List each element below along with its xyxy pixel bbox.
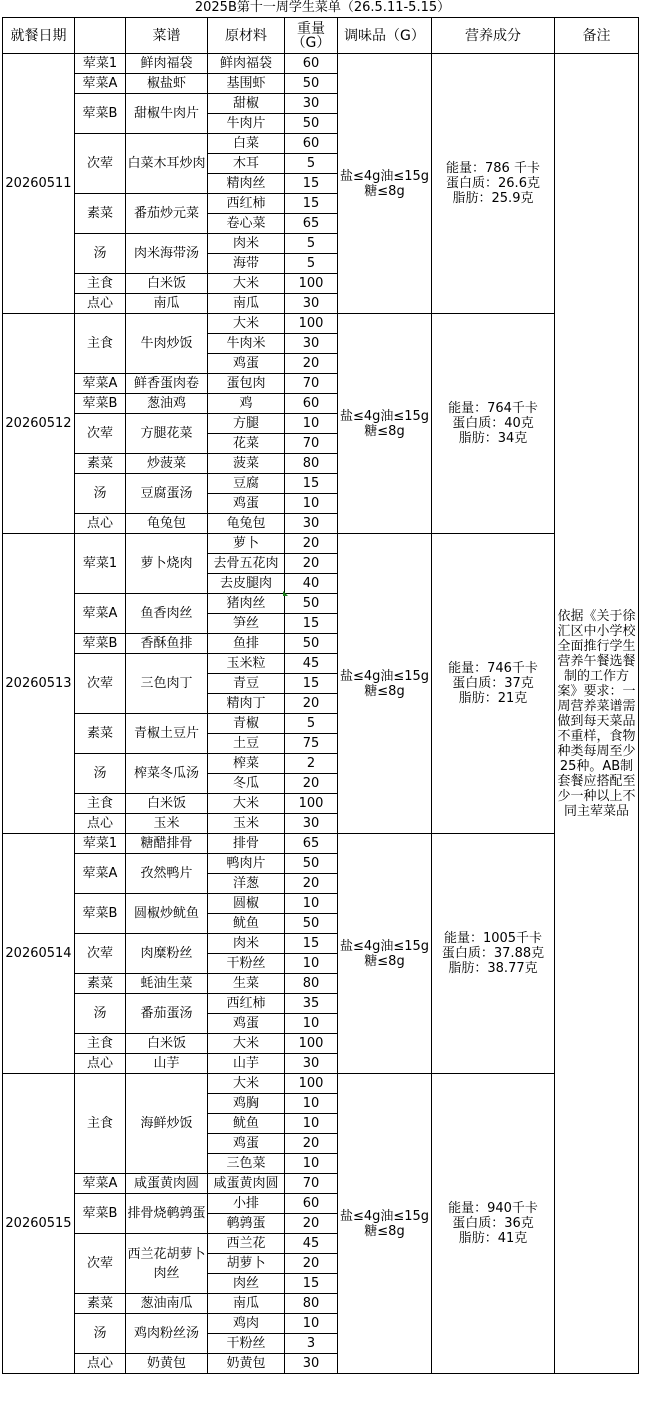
weight: 20 <box>285 874 338 894</box>
meal-category: 点心 <box>75 294 126 314</box>
nutrition-line: 脂肪：25.9克 <box>452 191 534 206</box>
dish-name: 玉米 <box>126 814 208 834</box>
meal-category: 点心 <box>75 814 126 834</box>
ingredient: 榨菜 <box>208 754 285 774</box>
weight: 2 <box>285 754 338 774</box>
nutrition-line: 能量：1005千卡 <box>443 931 543 946</box>
table-row <box>3 314 639 334</box>
header-weight: 重量（G） <box>285 18 338 54</box>
meal-category: 汤 <box>75 474 126 514</box>
weight: 15 <box>285 194 338 214</box>
menu-title: 2025B第十一周学生菜单（26.5.11-5.15） <box>194 0 451 15</box>
ingredient: 南瓜 <box>208 1294 285 1314</box>
dish-name: 萝卜烧肉 <box>126 534 208 594</box>
table-row <box>3 834 639 854</box>
weight: 70 <box>285 434 338 454</box>
ingredient: 牛肉米 <box>208 334 285 354</box>
weight: 15 <box>285 934 338 954</box>
meal-category: 荤菜A <box>75 594 126 634</box>
menu-body <box>3 54 639 1374</box>
weight: 100 <box>285 1074 338 1094</box>
weight: 30 <box>285 1354 338 1374</box>
weight: 15 <box>285 1274 338 1294</box>
dish-name: 炒菠菜 <box>126 454 208 474</box>
meal-category: 荤菜B <box>75 1194 126 1234</box>
weight: 100 <box>285 794 338 814</box>
weight: 5 <box>285 714 338 734</box>
ingredient: 基围虾 <box>208 74 285 94</box>
meal-category: 次荤 <box>75 1234 126 1294</box>
day-date: 20260511 <box>3 54 75 314</box>
ingredient: 去骨五花肉 <box>208 554 285 574</box>
ingredient: 海带 <box>208 254 285 274</box>
dish-name: 西兰花胡萝卜肉丝 <box>126 1234 208 1294</box>
dish-name: 白菜木耳炒肉 <box>126 134 208 194</box>
weight: 10 <box>285 1114 338 1134</box>
day-date: 20260514 <box>3 834 75 1074</box>
ingredient: 豆腐 <box>208 474 285 494</box>
weight: 100 <box>285 274 338 294</box>
day-date: 20260512 <box>3 314 75 534</box>
ingredient: 奶黄包 <box>208 1354 285 1374</box>
remarks-note: 依据《关于徐汇区中小学校全面推行学生营养午餐选餐制的工作方案》要求：一周营养菜谱需做到每天菜品不重样，食物种类每周至少25种。AB制套餐应搭配至少一种以上不同主荤菜品 <box>555 54 639 1374</box>
dish-name: 牛肉炒饭 <box>126 314 208 374</box>
dish-name: 葱油南瓜 <box>126 1294 208 1314</box>
dish-name: 糖醋排骨 <box>126 834 208 854</box>
weight: 100 <box>285 314 338 334</box>
weight: 5 <box>285 254 338 274</box>
dish-name: 鸡肉粉丝汤 <box>126 1314 208 1354</box>
ingredient: 花菜 <box>208 434 285 454</box>
weight: 20 <box>285 1254 338 1274</box>
ingredient: 牛肉片 <box>208 114 285 134</box>
dish-name: 白米饭 <box>126 1034 208 1054</box>
ingredient: 西红柿 <box>208 994 285 1014</box>
ingredient: 排骨 <box>208 834 285 854</box>
ingredient: 圆椒 <box>208 894 285 914</box>
ingredient: 猪肉丝 <box>208 594 285 614</box>
meal-category: 素菜 <box>75 974 126 994</box>
weight: 10 <box>285 1094 338 1114</box>
weight: 15 <box>285 614 338 634</box>
header-row <box>3 18 639 54</box>
meal-category: 荤菜A <box>75 1174 126 1194</box>
meal-category: 汤 <box>75 234 126 274</box>
ingredient: 大米 <box>208 794 285 814</box>
dish-name: 青椒土豆片 <box>126 714 208 754</box>
ingredient: 山芋 <box>208 1054 285 1074</box>
seasoning-limits: 盐≤4g油≤15g糖≤8g <box>338 1074 432 1374</box>
weight: 35 <box>285 994 338 1014</box>
meal-category: 素菜 <box>75 454 126 474</box>
weight: 45 <box>285 1234 338 1254</box>
table-row <box>3 534 639 554</box>
nutrition-line: 蛋白质：26.6克 <box>446 176 540 191</box>
ingredient: 小排 <box>208 1194 285 1214</box>
meal-category: 点心 <box>75 1054 126 1074</box>
ingredient: 鱿鱼 <box>208 1114 285 1134</box>
meal-category: 荤菜B <box>75 894 126 934</box>
dish-name: 鲜肉福袋 <box>126 54 208 74</box>
ingredient: 萝卜 <box>208 534 285 554</box>
weight: 20 <box>285 774 338 794</box>
dish-name: 葱油鸡 <box>126 394 208 414</box>
weight: 15 <box>285 174 338 194</box>
meal-category: 次荤 <box>75 134 126 194</box>
ingredient: 鸡蛋 <box>208 1014 285 1034</box>
nutrition-info <box>432 314 555 534</box>
meal-category: 点心 <box>75 1354 126 1374</box>
weight: 10 <box>285 1314 338 1334</box>
weight: 10 <box>285 414 338 434</box>
nutrition-line: 脂肪：34克 <box>458 431 528 446</box>
ingredient: 生菜 <box>208 974 285 994</box>
dish-name: 甜椒牛肉片 <box>126 94 208 134</box>
ingredient: 肉米 <box>208 934 285 954</box>
weight: 65 <box>285 214 338 234</box>
meal-category: 荤菜A <box>75 74 126 94</box>
seasoning-limits: 盐≤4g油≤15g糖≤8g <box>338 834 432 1074</box>
ingredient: 鱼排 <box>208 634 285 654</box>
ingredient: 精肉丁 <box>208 694 285 714</box>
ingredient: 卷心菜 <box>208 214 285 234</box>
nutrition-info <box>432 1074 555 1374</box>
ingredient: 大米 <box>208 314 285 334</box>
ingredient: 蛋包肉 <box>208 374 285 394</box>
weight: 60 <box>285 134 338 154</box>
cell-fill-handle-mark <box>283 591 288 596</box>
nutrition-line: 蛋白质：37.88克 <box>441 946 545 961</box>
weight: 70 <box>285 374 338 394</box>
nutrition-line: 脂肪：38.77克 <box>448 961 538 976</box>
weight: 60 <box>285 394 338 414</box>
nutrition-line: 脂肪：41克 <box>458 1231 528 1246</box>
meal-category: 素菜 <box>75 194 126 234</box>
ingredient: 西兰花 <box>208 1234 285 1254</box>
weight: 10 <box>285 894 338 914</box>
dish-name: 圆椒炒鱿鱼 <box>126 894 208 934</box>
header-dish: 菜谱 <box>126 18 208 54</box>
seasoning-limits: 盐≤4g油≤15g糖≤8g <box>338 534 432 834</box>
meal-category: 主食 <box>75 314 126 374</box>
day-date: 20260513 <box>3 534 75 834</box>
dish-name: 肉糜粉丝 <box>126 934 208 974</box>
nutrition-info <box>432 54 555 314</box>
nutrition-line: 蛋白质：36克 <box>452 1216 534 1231</box>
meal-category: 素菜 <box>75 714 126 754</box>
weight: 80 <box>285 974 338 994</box>
weight: 20 <box>285 694 338 714</box>
weight: 30 <box>285 294 338 314</box>
nutrition-line: 能量：764千卡 <box>448 401 538 416</box>
meal-category: 荤菜1 <box>75 534 126 594</box>
dish-name: 鱼香肉丝 <box>126 594 208 634</box>
dish-name: 鲜香蛋肉卷 <box>126 374 208 394</box>
table-row <box>3 54 639 74</box>
dish-name: 排骨烧鹌鹑蛋 <box>126 1194 208 1234</box>
ingredient: 鸡 <box>208 394 285 414</box>
dish-name: 三色肉丁 <box>126 654 208 714</box>
dish-name: 椒盐虾 <box>126 74 208 94</box>
weight: 50 <box>285 74 338 94</box>
weight: 3 <box>285 1334 338 1354</box>
meal-category: 汤 <box>75 754 126 794</box>
weight: 45 <box>285 654 338 674</box>
ingredient: 大米 <box>208 1074 285 1094</box>
meal-category: 荤菜B <box>75 94 126 134</box>
ingredient: 大米 <box>208 1034 285 1054</box>
weight: 50 <box>285 114 338 134</box>
nutrition-line: 能量：746千卡 <box>448 661 538 676</box>
ingredient: 西红柿 <box>208 194 285 214</box>
dish-name: 山芋 <box>126 1054 208 1074</box>
ingredient: 去皮腿肉 <box>208 574 285 594</box>
weight: 80 <box>285 454 338 474</box>
ingredient: 洋葱 <box>208 874 285 894</box>
dish-name: 肉米海带汤 <box>126 234 208 274</box>
weight: 30 <box>285 334 338 354</box>
seasoning-limits: 盐≤4g油≤15g糖≤8g <box>338 54 432 314</box>
header-seasoning: 调味品（G） <box>338 18 432 54</box>
meal-category: 汤 <box>75 994 126 1034</box>
weight: 20 <box>285 1214 338 1234</box>
ingredient: 甜椒 <box>208 94 285 114</box>
ingredient: 鸡肉 <box>208 1314 285 1334</box>
nutrition-line: 脂肪：21克 <box>458 691 528 706</box>
ingredient: 玉米 <box>208 814 285 834</box>
ingredient: 土豆 <box>208 734 285 754</box>
weight: 50 <box>285 634 338 654</box>
ingredient: 菠菜 <box>208 454 285 474</box>
ingredient: 青豆 <box>208 674 285 694</box>
dish-name: 海鲜炒饭 <box>126 1074 208 1174</box>
weight: 80 <box>285 1294 338 1314</box>
menu-table <box>2 17 639 1374</box>
weight: 40 <box>285 574 338 594</box>
weight: 10 <box>285 954 338 974</box>
dish-name: 榨菜冬瓜汤 <box>126 754 208 794</box>
dish-name: 蚝油生菜 <box>126 974 208 994</box>
weight: 15 <box>285 674 338 694</box>
weight: 5 <box>285 154 338 174</box>
dish-name: 孜然鸭片 <box>126 854 208 894</box>
dish-name: 龟兔包 <box>126 514 208 534</box>
day-date: 20260515 <box>3 1074 75 1374</box>
ingredient: 鲜肉福袋 <box>208 54 285 74</box>
weight: 65 <box>285 834 338 854</box>
dish-name: 南瓜 <box>126 294 208 314</box>
weight: 30 <box>285 1054 338 1074</box>
ingredient: 咸蛋黄肉圆 <box>208 1174 285 1194</box>
ingredient: 玉米粒 <box>208 654 285 674</box>
meal-category: 次荤 <box>75 654 126 714</box>
nutrition-line: 能量：940千卡 <box>448 1201 538 1216</box>
header-category <box>75 18 126 54</box>
weight: 70 <box>285 1174 338 1194</box>
weight: 10 <box>285 1154 338 1174</box>
meal-category: 荤菜B <box>75 634 126 654</box>
nutrition-line: 蛋白质：40克 <box>452 416 534 431</box>
meal-category: 主食 <box>75 1074 126 1174</box>
ingredient: 白菜 <box>208 134 285 154</box>
weight: 20 <box>285 534 338 554</box>
ingredient: 肉丝 <box>208 1274 285 1294</box>
dish-name: 豆腐蛋汤 <box>126 474 208 514</box>
weight: 10 <box>285 494 338 514</box>
ingredient: 三色菜 <box>208 1154 285 1174</box>
weight: 50 <box>285 594 338 614</box>
dish-name: 番茄炒元菜 <box>126 194 208 234</box>
meal-category: 素菜 <box>75 1294 126 1314</box>
ingredient: 方腿 <box>208 414 285 434</box>
table-row <box>3 1074 639 1094</box>
weight: 50 <box>285 854 338 874</box>
nutrition-line: 蛋白质：37克 <box>452 676 534 691</box>
meal-category: 主食 <box>75 1034 126 1054</box>
ingredient: 鸭肉片 <box>208 854 285 874</box>
weight: 100 <box>285 1034 338 1054</box>
ingredient: 笋丝 <box>208 614 285 634</box>
dish-name: 香酥鱼排 <box>126 634 208 654</box>
dish-name: 白米饭 <box>126 794 208 814</box>
weight: 20 <box>285 554 338 574</box>
ingredient: 鱿鱼 <box>208 914 285 934</box>
meal-category: 荤菜A <box>75 374 126 394</box>
weight: 15 <box>285 474 338 494</box>
meal-category: 荤菜B <box>75 394 126 414</box>
meal-category: 汤 <box>75 1314 126 1354</box>
weight: 20 <box>285 354 338 374</box>
nutrition-info <box>432 834 555 1074</box>
ingredient: 龟兔包 <box>208 514 285 534</box>
weight: 5 <box>285 234 338 254</box>
ingredient: 鸡蛋 <box>208 1134 285 1154</box>
weight: 75 <box>285 734 338 754</box>
weight: 20 <box>285 1134 338 1154</box>
dish-name: 咸蛋黄肉圆 <box>126 1174 208 1194</box>
meal-category: 次荤 <box>75 414 126 454</box>
header-date: 就餐日期 <box>3 18 75 54</box>
weight: 60 <box>285 54 338 74</box>
header-nutrition: 营养成分 <box>432 18 555 54</box>
ingredient: 鸡蛋 <box>208 494 285 514</box>
meal-category: 荤菜A <box>75 854 126 894</box>
ingredient: 鸡蛋 <box>208 354 285 374</box>
ingredient: 胡萝卜 <box>208 1254 285 1274</box>
ingredient: 肉米 <box>208 234 285 254</box>
weight: 30 <box>285 94 338 114</box>
meal-category: 主食 <box>75 274 126 294</box>
nutrition-line: 能量：786 千卡 <box>446 161 540 176</box>
nutrition-info <box>432 534 555 834</box>
weight: 30 <box>285 814 338 834</box>
meal-category: 荤菜1 <box>75 834 126 854</box>
header-note: 备注 <box>555 18 639 54</box>
meal-category: 次荤 <box>75 934 126 974</box>
header-ingredient: 原材料 <box>208 18 285 54</box>
ingredient: 精肉丝 <box>208 174 285 194</box>
dish-name: 白米饭 <box>126 274 208 294</box>
ingredient: 木耳 <box>208 154 285 174</box>
meal-category: 主食 <box>75 794 126 814</box>
seasoning-limits: 盐≤4g油≤15g糖≤8g <box>338 314 432 534</box>
meal-category: 荤菜1 <box>75 54 126 74</box>
weight: 30 <box>285 514 338 534</box>
weight: 50 <box>285 914 338 934</box>
weight: 60 <box>285 1194 338 1214</box>
dish-name: 奶黄包 <box>126 1354 208 1374</box>
meal-category: 点心 <box>75 514 126 534</box>
ingredient: 干粉丝 <box>208 1334 285 1354</box>
ingredient: 鹌鹑蛋 <box>208 1214 285 1234</box>
ingredient: 冬瓜 <box>208 774 285 794</box>
ingredient: 大米 <box>208 274 285 294</box>
ingredient: 干粉丝 <box>208 954 285 974</box>
dish-name: 方腿花菜 <box>126 414 208 454</box>
ingredient: 青椒 <box>208 714 285 734</box>
ingredient: 南瓜 <box>208 294 285 314</box>
weight: 10 <box>285 1014 338 1034</box>
ingredient: 鸡胸 <box>208 1094 285 1114</box>
dish-name: 番茄蛋汤 <box>126 994 208 1034</box>
